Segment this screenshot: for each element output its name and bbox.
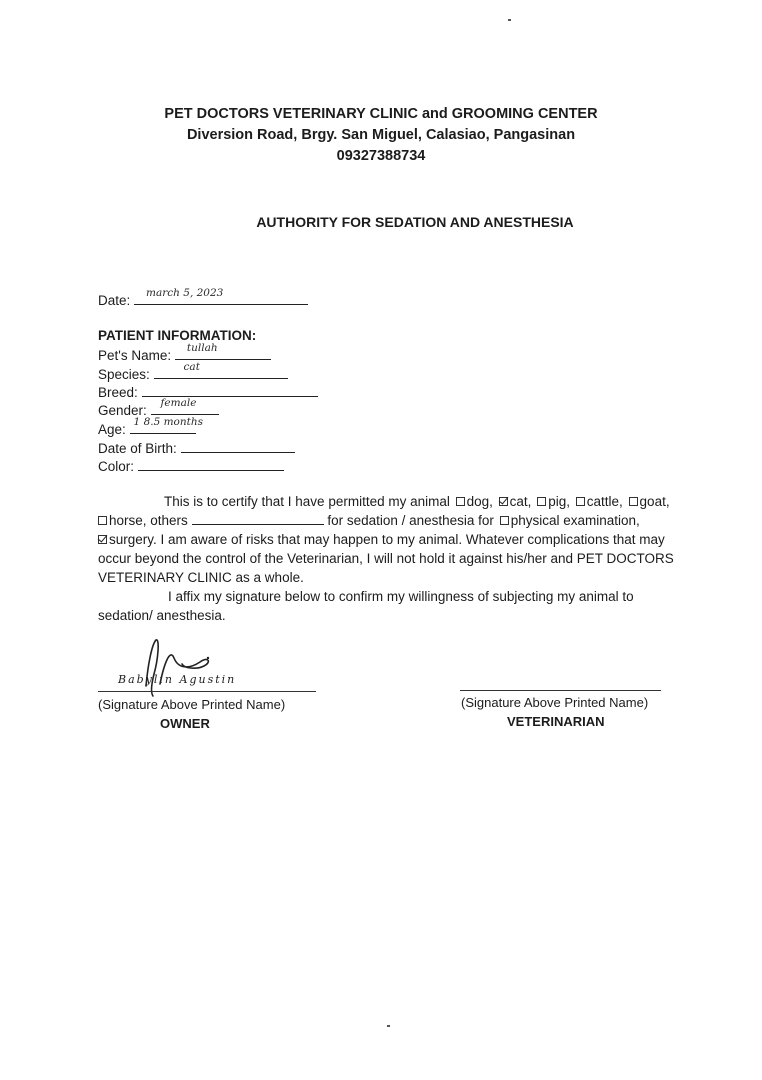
checkbox-dog[interactable]: [456, 497, 465, 506]
cattle-label: cattle,: [586, 494, 623, 509]
age-field[interactable]: [130, 416, 204, 434]
species-value: cat: [183, 361, 200, 373]
physical-exam-label: physical examination,: [510, 513, 640, 528]
date-row: [98, 287, 308, 310]
checkbox-physical-exam[interactable]: [500, 516, 509, 525]
checkbox-goat[interactable]: [629, 497, 638, 506]
clinic-address: Diversion Road, Brgy. San Miguel, Calasiao, Pangasinan: [186, 127, 576, 143]
pet-name-label: Pet's Name:: [98, 348, 172, 363]
others-field[interactable]: [192, 511, 324, 525]
owner-role: OWNER: [160, 716, 210, 731]
goat-label: goat,: [639, 494, 670, 509]
dob-field[interactable]: [181, 438, 295, 453]
pet-name-value: tullah: [186, 342, 218, 354]
consent-line-2: [98, 511, 688, 530]
owner-caption: (Signature Above Printed Name): [98, 697, 286, 712]
breed-label: Breed:: [98, 385, 138, 400]
age-label: Age:: [98, 422, 126, 437]
breed-row: [98, 382, 318, 402]
dob-row: [98, 438, 295, 458]
for-sedation-text: for sedation / anesthesia for: [327, 513, 494, 528]
affirmation-line-2: sedation/ anesthesia.: [98, 608, 226, 623]
color-field[interactable]: [138, 456, 284, 471]
scan-speck: [508, 19, 511, 21]
consent-line-5: VETERINARY CLINIC as a whole.: [98, 570, 304, 585]
vet-role: VETERINARIAN: [507, 714, 605, 729]
consent-paragraph: [98, 492, 688, 625]
consent-line-4: occur beyond the control of the Veterinarian, I will not hold it against his/her and PET DOCTORS: [98, 551, 674, 566]
clinic-name: PET DOCTORS VETERINARY CLINIC and GROOMING CENTER: [164, 106, 598, 122]
consent-line-1: [98, 492, 688, 511]
checkbox-horse[interactable]: [98, 516, 107, 525]
clinic-phone: 09327388734: [336, 148, 426, 164]
clinic-header: [0, 104, 762, 167]
dob-label: Date of Birth:: [98, 441, 177, 456]
owner-signature-line: [98, 691, 316, 692]
checkbox-cattle[interactable]: [576, 497, 585, 506]
affirmation-line-1: I affix my signature below to confirm my willingness of subjecting my animal to: [168, 589, 634, 604]
gender-value: female: [160, 397, 197, 409]
pig-label: pig,: [548, 494, 570, 509]
species-row: [98, 361, 288, 384]
consent-line-3: [98, 530, 688, 549]
age-value: 1 8.5 months: [133, 416, 204, 428]
horse-label: horse, others: [109, 513, 188, 528]
age-row: [98, 416, 204, 439]
checkbox-cat[interactable]: [499, 497, 508, 506]
date-value: march 5, 2023: [146, 287, 224, 299]
date-field[interactable]: [134, 287, 308, 305]
color-row: [98, 456, 284, 476]
dog-label: dog,: [466, 494, 493, 509]
species-field[interactable]: [154, 361, 288, 379]
color-label: Color:: [98, 459, 135, 474]
gender-label: Gender:: [98, 403, 147, 418]
scan-speck: [387, 1025, 390, 1027]
patient-info-heading: PATIENT INFORMATION:: [98, 328, 257, 343]
consent-intro: This is to certify that I have permitted my animal: [164, 494, 450, 509]
cat-label: cat,: [509, 494, 532, 509]
surgery-text: surgery. I am aware of risks that may happen to my animal. Whatever complications that may: [109, 532, 665, 547]
date-label: Date:: [98, 293, 131, 308]
checkbox-surgery[interactable]: [98, 535, 107, 544]
form-title: AUTHORITY FOR SEDATION AND ANESTHESIA: [256, 214, 574, 230]
owner-printed-name: Babylin Agustin: [118, 673, 237, 686]
vet-signature-line: [460, 690, 661, 691]
species-label: Species:: [98, 367, 150, 382]
vet-caption: (Signature Above Printed Name): [461, 695, 649, 710]
checkbox-pig[interactable]: [537, 497, 546, 506]
owner-signature: [108, 634, 258, 704]
